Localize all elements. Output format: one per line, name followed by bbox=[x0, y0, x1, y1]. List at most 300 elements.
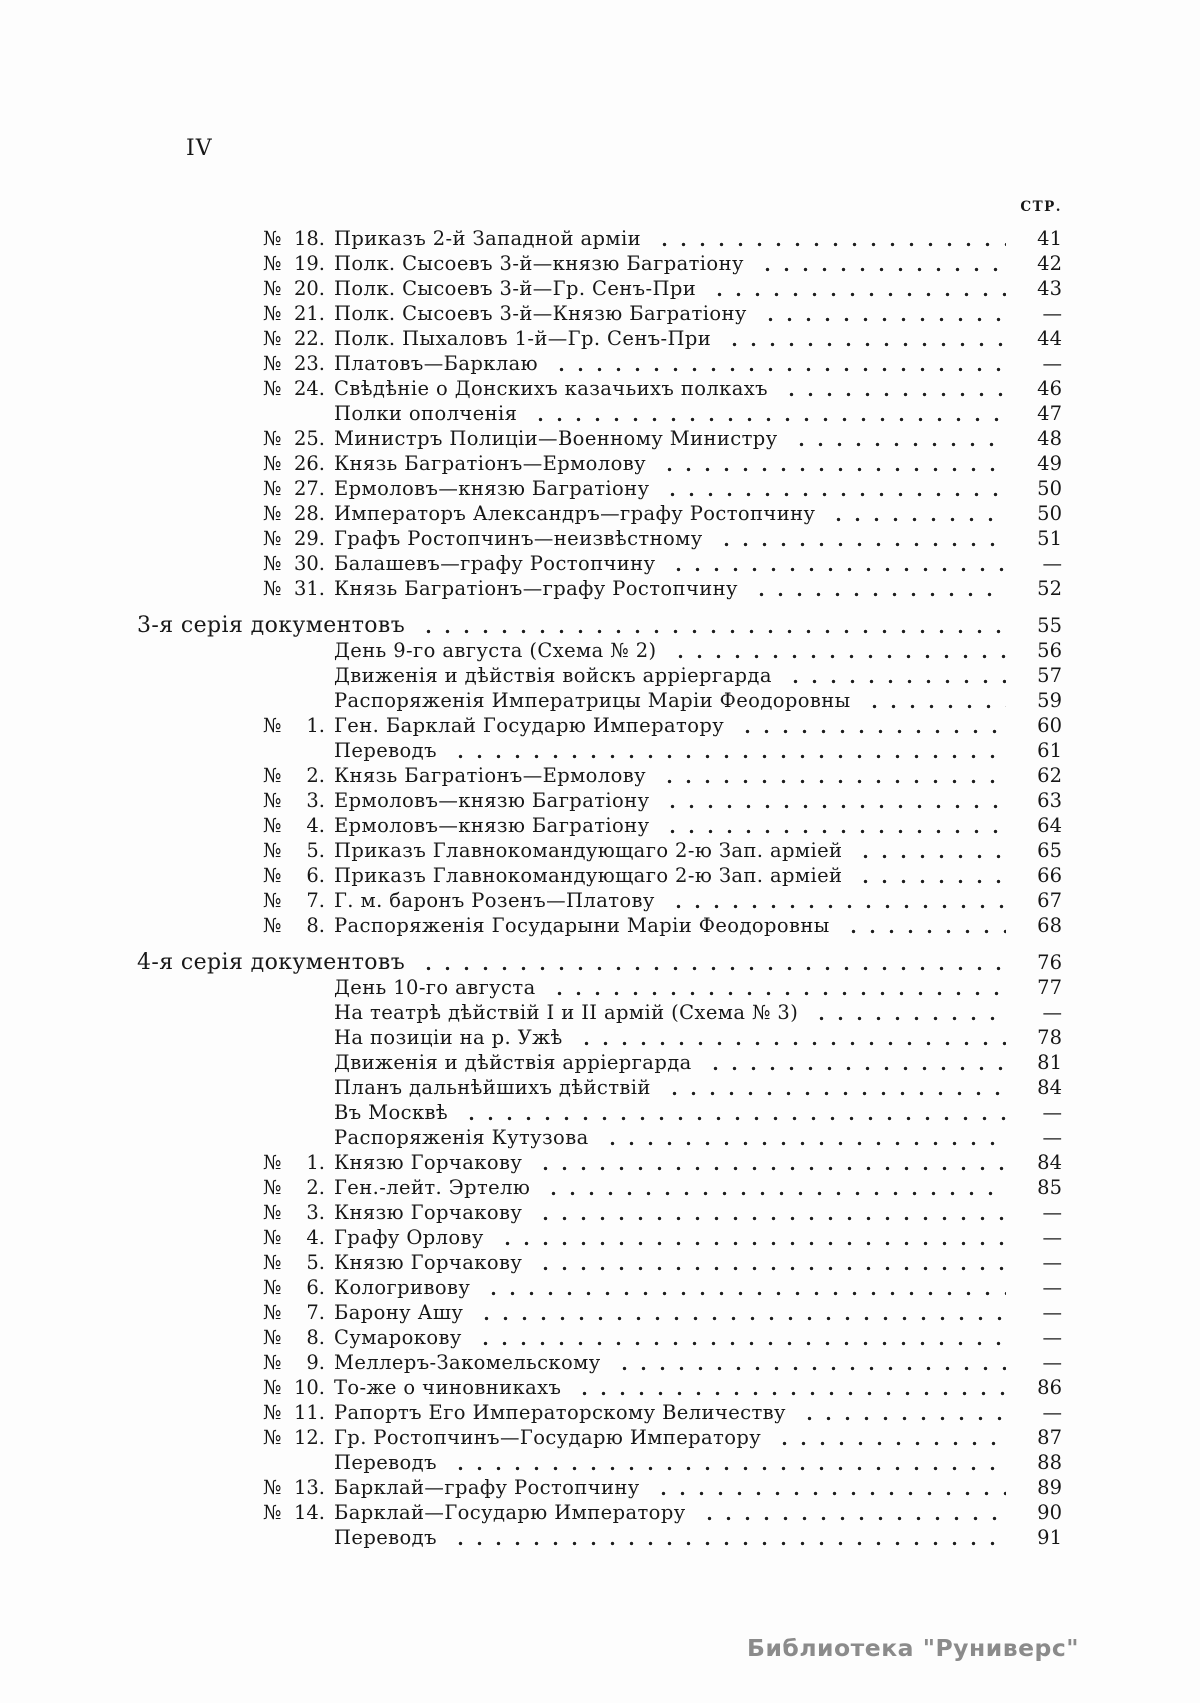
entry-page-number: — bbox=[1042, 1401, 1062, 1424]
entry-number-value: 5. bbox=[306, 1251, 325, 1274]
dot-leader bbox=[460, 1114, 1006, 1121]
entry-page-number: 61 bbox=[1037, 739, 1062, 762]
entry-page-number: 43 bbox=[1037, 277, 1062, 300]
numero-sign: № bbox=[263, 527, 282, 550]
entry-page-number: 49 bbox=[1037, 452, 1062, 475]
entry-title: Въ Москвѣ bbox=[334, 1101, 449, 1124]
numero-sign: № bbox=[263, 814, 282, 837]
toc-row bbox=[137, 226, 1062, 251]
toc-row bbox=[137, 1075, 1062, 1100]
entry-title: Меллеръ-Закомельскому bbox=[334, 1351, 601, 1374]
entry-title: Распоряженія Кутузова bbox=[334, 1126, 589, 1149]
dot-leader bbox=[663, 1089, 1006, 1096]
toc-row bbox=[137, 501, 1062, 526]
toc-row bbox=[137, 551, 1062, 576]
dot-leader bbox=[449, 752, 1006, 759]
entry-page-number: 90 bbox=[1037, 1501, 1062, 1524]
entry-number-value: 2. bbox=[306, 1176, 325, 1199]
dot-leader bbox=[449, 1539, 1006, 1546]
entry-title: Князь Багратіонъ—графу Ростопчину bbox=[334, 577, 738, 600]
entry-title: Князю Горчакову bbox=[334, 1201, 523, 1224]
numero-sign: № bbox=[263, 764, 282, 787]
dot-leader bbox=[573, 1389, 1006, 1396]
toc-row bbox=[137, 1325, 1062, 1350]
dot-leader bbox=[715, 540, 1006, 547]
numero-sign: № bbox=[263, 427, 282, 450]
entry-title: Ген. Барклай Государю Императору bbox=[334, 714, 725, 737]
dot-leader bbox=[863, 702, 1006, 709]
entry-page-number: 47 bbox=[1037, 402, 1062, 425]
dot-leader bbox=[658, 777, 1006, 784]
entry-page-number: 84 bbox=[1037, 1076, 1062, 1099]
numero-sign: № bbox=[263, 714, 282, 737]
toc-row bbox=[137, 1200, 1062, 1225]
entry-number bbox=[263, 1350, 325, 1375]
toc-row bbox=[137, 1525, 1062, 1550]
entry-title: Ермоловъ—князю Багратіону bbox=[334, 789, 650, 812]
entry-number-value: 11. bbox=[293, 1401, 325, 1424]
dot-leader bbox=[417, 627, 1006, 634]
toc-row bbox=[137, 788, 1062, 813]
dot-leader bbox=[658, 465, 1006, 472]
entry-number-value: 6. bbox=[306, 864, 325, 887]
entry-page-number: 44 bbox=[1037, 327, 1062, 350]
entry-title: День 10-го августа bbox=[334, 976, 536, 999]
entry-title: Полки ополченія bbox=[334, 402, 518, 425]
entry-page-number: — bbox=[1042, 1101, 1062, 1124]
dot-leader bbox=[449, 1464, 1006, 1471]
entry-page-number: 50 bbox=[1037, 477, 1062, 500]
entry-number bbox=[263, 1300, 325, 1325]
entry-page-number: 50 bbox=[1037, 502, 1062, 525]
dot-leader bbox=[601, 1139, 1006, 1146]
toc-row bbox=[137, 1000, 1062, 1025]
dot-leader bbox=[534, 1164, 1006, 1171]
entry-title: Распоряженія Императрицы Маріи Феодоровны bbox=[334, 689, 851, 712]
entry-title: Движенія и дѣйствія войскъ арріергарда bbox=[334, 664, 772, 687]
dot-leader bbox=[575, 1039, 1006, 1046]
entry-title: Барклай—графу Ростопчину bbox=[334, 1476, 640, 1499]
entry-number bbox=[263, 1425, 325, 1450]
toc-row bbox=[137, 1350, 1062, 1375]
entry-page-number: 84 bbox=[1037, 1151, 1062, 1174]
entry-title: Переводъ bbox=[334, 1451, 437, 1474]
entry-page-number: 57 bbox=[1037, 664, 1062, 687]
entry-title: Распоряженія Государыни Маріи Феодоровны bbox=[334, 914, 830, 937]
numero-sign: № bbox=[263, 1501, 282, 1524]
dot-leader bbox=[827, 515, 1006, 522]
numero-sign: № bbox=[263, 1476, 282, 1499]
dot-leader bbox=[698, 1514, 1006, 1521]
toc-row bbox=[137, 1400, 1062, 1425]
toc-row bbox=[137, 1150, 1062, 1175]
entry-title: Сумарокову bbox=[334, 1326, 462, 1349]
toc-row bbox=[137, 576, 1062, 601]
entry-title: Г. м. баронъ Розенъ—Платову bbox=[334, 889, 655, 912]
toc-row bbox=[137, 888, 1062, 913]
dot-leader bbox=[736, 727, 1006, 734]
toc-row bbox=[137, 1100, 1062, 1125]
entry-page-number: — bbox=[1042, 1301, 1062, 1324]
entry-number bbox=[263, 1175, 325, 1200]
entry-title: Князю Горчакову bbox=[334, 1251, 523, 1274]
entry-page-number: — bbox=[1042, 302, 1062, 325]
dot-leader bbox=[661, 490, 1006, 497]
entry-number bbox=[263, 1200, 325, 1225]
dot-leader bbox=[780, 390, 1006, 397]
toc-row bbox=[137, 526, 1062, 551]
entry-page-number: 68 bbox=[1037, 914, 1062, 937]
toc-row bbox=[137, 376, 1062, 401]
section-header-row bbox=[137, 613, 1062, 638]
dot-leader bbox=[708, 290, 1006, 297]
dot-leader bbox=[667, 902, 1006, 909]
toc-row bbox=[137, 251, 1062, 276]
dot-leader bbox=[613, 1364, 1006, 1371]
entry-number-value: 22. bbox=[293, 327, 325, 350]
numero-sign: № bbox=[263, 1401, 282, 1424]
numero-sign: № bbox=[263, 839, 282, 862]
numero-sign: № bbox=[263, 452, 282, 475]
entry-title: Гр. Ростопчинъ—Государю Императору bbox=[334, 1426, 762, 1449]
entry-page-number: — bbox=[1042, 352, 1062, 375]
entry-title: Приказъ 2-й Западной арміи bbox=[334, 227, 641, 250]
entry-page-number: 63 bbox=[1037, 789, 1062, 812]
entry-page-number: — bbox=[1042, 1326, 1062, 1349]
dot-leader bbox=[661, 802, 1006, 809]
entry-number bbox=[263, 301, 325, 326]
entry-number-value: 1. bbox=[306, 714, 325, 737]
numero-sign: № bbox=[263, 577, 282, 600]
dot-leader bbox=[542, 1189, 1006, 1196]
entry-page-number: — bbox=[1042, 1126, 1062, 1149]
dot-leader bbox=[784, 677, 1006, 684]
entry-number bbox=[263, 376, 325, 401]
entry-title: Князю Горчакову bbox=[334, 1151, 523, 1174]
entry-title: Движенія и дѣйствія арріергарда bbox=[334, 1051, 692, 1074]
dot-leader bbox=[652, 1489, 1006, 1496]
entry-number bbox=[263, 251, 325, 276]
dot-leader bbox=[854, 852, 1006, 859]
dot-leader bbox=[759, 315, 1006, 322]
entry-number-value: 25. bbox=[293, 427, 325, 450]
entry-page-number: 60 bbox=[1037, 714, 1062, 737]
entry-number-value: 21. bbox=[293, 302, 325, 325]
entry-number bbox=[263, 838, 325, 863]
entry-number-value: 9. bbox=[306, 1351, 325, 1374]
toc-row bbox=[137, 1450, 1062, 1475]
toc-section bbox=[137, 950, 1062, 1550]
numero-sign: № bbox=[263, 1301, 282, 1324]
toc-row bbox=[137, 476, 1062, 501]
entry-page-number: 52 bbox=[1037, 577, 1062, 600]
entry-title: Приказъ Главнокомандующаго 2-ю Зап. арміей bbox=[334, 864, 843, 887]
entry-title: Платовъ—Барклаю bbox=[334, 352, 539, 375]
entry-title: То-же о чиновникахъ bbox=[334, 1376, 562, 1399]
entry-number-value: 7. bbox=[306, 889, 325, 912]
entry-number-value: 1. bbox=[306, 1151, 325, 1174]
entry-title: Планъ дальнѣйшихъ дѣйствій bbox=[334, 1076, 651, 1099]
entry-page-number: 51 bbox=[1037, 527, 1062, 550]
numero-sign: № bbox=[263, 252, 282, 275]
dot-leader bbox=[723, 340, 1006, 347]
numero-sign: № bbox=[263, 302, 282, 325]
entry-number-value: 2. bbox=[306, 764, 325, 787]
toc-row bbox=[137, 276, 1062, 301]
dot-leader bbox=[417, 964, 1006, 971]
entry-page-number: — bbox=[1042, 552, 1062, 575]
dot-leader bbox=[550, 365, 1006, 372]
entry-number bbox=[263, 813, 325, 838]
entry-title: На позиціи на р. Ужѣ bbox=[334, 1026, 563, 1049]
entry-page-number: 89 bbox=[1037, 1476, 1062, 1499]
entry-number-value: 4. bbox=[306, 1226, 325, 1249]
numero-sign: № bbox=[263, 1426, 282, 1449]
entry-number-value: 29. bbox=[293, 527, 325, 550]
entry-number-value: 6. bbox=[306, 1276, 325, 1299]
entry-page-number: — bbox=[1042, 1201, 1062, 1224]
entry-title: Министръ Полиціи—Военному Министру bbox=[334, 427, 778, 450]
entry-title: Барклай—Государю Императору bbox=[334, 1501, 686, 1524]
entry-number-value: 14. bbox=[293, 1501, 325, 1524]
numero-sign: № bbox=[263, 227, 282, 250]
dot-leader bbox=[750, 590, 1006, 597]
entry-number bbox=[263, 476, 325, 501]
entry-title: Полк. Пыхаловъ 1-й—Гр. Сенъ-При bbox=[334, 327, 712, 350]
entry-page-number: 41 bbox=[1037, 227, 1062, 250]
entry-title: Кологривову bbox=[334, 1276, 471, 1299]
toc-row bbox=[137, 975, 1062, 1000]
toc-row bbox=[137, 663, 1062, 688]
entry-number bbox=[263, 501, 325, 526]
dot-leader bbox=[756, 265, 1006, 272]
entry-number-value: 8. bbox=[306, 1326, 325, 1349]
dot-leader bbox=[529, 415, 1006, 422]
entry-page-number: 91 bbox=[1037, 1526, 1062, 1549]
entry-page-number: 77 bbox=[1037, 976, 1062, 999]
entry-number bbox=[263, 1475, 325, 1500]
entry-number bbox=[263, 551, 325, 576]
toc-row bbox=[137, 1500, 1062, 1525]
entry-title: Полк. Сысоевъ 3-й—Гр. Сенъ-При bbox=[334, 277, 697, 300]
toc-row bbox=[137, 638, 1062, 663]
entry-number bbox=[263, 713, 325, 738]
entry-title: Ермоловъ—князю Багратіону bbox=[334, 477, 650, 500]
toc-row bbox=[137, 1125, 1062, 1150]
dot-leader bbox=[669, 652, 1006, 659]
toc-row bbox=[137, 1250, 1062, 1275]
entry-page-number: 46 bbox=[1037, 377, 1062, 400]
section-page-number: 76 bbox=[1037, 951, 1062, 974]
entry-number bbox=[263, 1375, 325, 1400]
dot-leader bbox=[534, 1264, 1006, 1271]
entry-page-number: 78 bbox=[1037, 1026, 1062, 1049]
toc-row bbox=[137, 688, 1062, 713]
numero-sign: № bbox=[263, 552, 282, 575]
entry-title: Князь Багратіонъ—Ермолову bbox=[334, 764, 646, 787]
dot-leader bbox=[810, 1014, 1006, 1021]
entry-number bbox=[263, 426, 325, 451]
numero-sign: № bbox=[263, 352, 282, 375]
entry-number bbox=[263, 913, 325, 938]
toc-section bbox=[137, 613, 1062, 938]
section-header-row bbox=[137, 950, 1062, 975]
numero-sign: № bbox=[263, 789, 282, 812]
dot-leader bbox=[482, 1289, 1006, 1296]
toc bbox=[137, 226, 1062, 1550]
numero-sign: № bbox=[263, 864, 282, 887]
entry-number-value: 8. bbox=[306, 914, 325, 937]
entry-title: Графу Орлову bbox=[334, 1226, 484, 1249]
toc-row bbox=[137, 451, 1062, 476]
numero-sign: № bbox=[263, 1351, 282, 1374]
numero-sign: № bbox=[263, 914, 282, 937]
entry-page-number: 88 bbox=[1037, 1451, 1062, 1474]
entry-number-value: 24. bbox=[293, 377, 325, 400]
entry-page-number: 64 bbox=[1037, 814, 1062, 837]
entry-number-value: 3. bbox=[306, 1201, 325, 1224]
section-page-number: 55 bbox=[1037, 614, 1062, 637]
entry-title: Полк. Сысоевъ 3-й—Князю Багратіону bbox=[334, 302, 747, 325]
entry-page-number: 42 bbox=[1037, 252, 1062, 275]
dot-leader bbox=[667, 565, 1006, 572]
numero-sign: № bbox=[263, 1151, 282, 1174]
dot-leader bbox=[798, 1414, 1006, 1421]
dot-leader bbox=[661, 827, 1006, 834]
entry-number-value: 4. bbox=[306, 814, 325, 837]
entry-title: Графъ Ростопчинъ—неизвѣстному bbox=[334, 527, 703, 550]
toc-row bbox=[137, 1175, 1062, 1200]
dot-leader bbox=[773, 1439, 1006, 1446]
folio-page-number: IV bbox=[186, 136, 213, 161]
entry-title: На театрѣ дѣйствій I и II армій (Схема № 3) bbox=[334, 1001, 799, 1024]
dot-leader bbox=[842, 927, 1006, 934]
entry-page-number: — bbox=[1042, 1351, 1062, 1374]
entry-page-number: 48 bbox=[1037, 427, 1062, 450]
toc-row bbox=[137, 326, 1062, 351]
toc-row bbox=[137, 1475, 1062, 1500]
entry-number bbox=[263, 1250, 325, 1275]
entry-page-number: — bbox=[1042, 1276, 1062, 1299]
page-column-header: СТР. bbox=[1020, 199, 1062, 215]
dot-leader bbox=[496, 1239, 1006, 1246]
entry-number bbox=[263, 1150, 325, 1175]
entry-number-value: 23. bbox=[293, 352, 325, 375]
entry-number-value: 10. bbox=[293, 1376, 325, 1399]
entry-number-value: 19. bbox=[293, 252, 325, 275]
entry-title: Князь Багратіонъ—Ермолову bbox=[334, 452, 646, 475]
dot-leader bbox=[474, 1339, 1006, 1346]
numero-sign: № bbox=[263, 1226, 282, 1249]
entry-page-number: 56 bbox=[1037, 639, 1062, 662]
toc-row bbox=[137, 301, 1062, 326]
entry-number bbox=[263, 576, 325, 601]
toc-row bbox=[137, 763, 1062, 788]
entry-number-value: 26. bbox=[293, 452, 325, 475]
entry-number-value: 5. bbox=[306, 839, 325, 862]
toc-row bbox=[137, 1375, 1062, 1400]
numero-sign: № bbox=[263, 327, 282, 350]
toc-row bbox=[137, 738, 1062, 763]
entry-page-number: 85 bbox=[1037, 1176, 1062, 1199]
entry-number-value: 12. bbox=[293, 1426, 325, 1449]
entry-title: Императоръ Александръ—графу Ростопчину bbox=[334, 502, 816, 525]
entry-number-value: 3. bbox=[306, 789, 325, 812]
entry-title: Рапортъ Его Императорскому Величеству bbox=[334, 1401, 786, 1424]
numero-sign: № bbox=[263, 277, 282, 300]
entry-title: Полк. Сысоевъ 3-й—князю Багратіону bbox=[334, 252, 744, 275]
toc-row bbox=[137, 1050, 1062, 1075]
toc-row bbox=[137, 713, 1062, 738]
numero-sign: № bbox=[263, 502, 282, 525]
toc-row bbox=[137, 1425, 1062, 1450]
entry-number bbox=[263, 451, 325, 476]
entry-title: Переводъ bbox=[334, 739, 437, 762]
entry-number bbox=[263, 763, 325, 788]
numero-sign: № bbox=[263, 1201, 282, 1224]
dot-leader bbox=[548, 989, 1006, 996]
entry-number bbox=[263, 888, 325, 913]
numero-sign: № bbox=[263, 1276, 282, 1299]
entry-number bbox=[263, 276, 325, 301]
entry-page-number: 65 bbox=[1037, 839, 1062, 862]
toc-row bbox=[137, 813, 1062, 838]
dot-leader bbox=[475, 1314, 1006, 1321]
entry-number-value: 31. bbox=[293, 577, 325, 600]
numero-sign: № bbox=[263, 1251, 282, 1274]
numero-sign: № bbox=[263, 1176, 282, 1199]
entry-page-number: 87 bbox=[1037, 1426, 1062, 1449]
entry-number bbox=[263, 1225, 325, 1250]
entry-number-value: 30. bbox=[293, 552, 325, 575]
entry-number bbox=[263, 1500, 325, 1525]
toc-row bbox=[137, 401, 1062, 426]
entry-page-number: 66 bbox=[1037, 864, 1062, 887]
library-watermark: Библиотека "Руниверс" bbox=[747, 1634, 1079, 1662]
entry-page-number: 59 bbox=[1037, 689, 1062, 712]
dot-leader bbox=[534, 1214, 1006, 1221]
entry-number bbox=[263, 351, 325, 376]
entry-page-number: 62 bbox=[1037, 764, 1062, 787]
toc-row bbox=[137, 913, 1062, 938]
entry-number bbox=[263, 1325, 325, 1350]
entry-page-number: 86 bbox=[1037, 1376, 1062, 1399]
entry-number bbox=[263, 1400, 325, 1425]
toc-row bbox=[137, 426, 1062, 451]
entry-title: Балашевъ—графу Ростопчину bbox=[334, 552, 656, 575]
entry-page-number: — bbox=[1042, 1226, 1062, 1249]
entry-number-value: 27. bbox=[293, 477, 325, 500]
entry-title: Барону Ашу bbox=[334, 1301, 464, 1324]
entry-page-number: 81 bbox=[1037, 1051, 1062, 1074]
section-title: 4-я серія документовъ bbox=[137, 950, 406, 975]
entry-number bbox=[263, 226, 325, 251]
toc-row bbox=[137, 1275, 1062, 1300]
toc-row bbox=[137, 1300, 1062, 1325]
entry-number bbox=[263, 326, 325, 351]
numero-sign: № bbox=[263, 1326, 282, 1349]
entry-number-value: 28. bbox=[293, 502, 325, 525]
numero-sign: № bbox=[263, 377, 282, 400]
entry-title: Переводъ bbox=[334, 1526, 437, 1549]
entry-number bbox=[263, 863, 325, 888]
entry-page-number: — bbox=[1042, 1001, 1062, 1024]
toc-row bbox=[137, 1225, 1062, 1250]
entry-number-value: 13. bbox=[293, 1476, 325, 1499]
entry-title: Ермоловъ—князю Багратіону bbox=[334, 814, 650, 837]
toc-row bbox=[137, 863, 1062, 888]
entry-title: Ген.-лейт. Эртелю bbox=[334, 1176, 531, 1199]
